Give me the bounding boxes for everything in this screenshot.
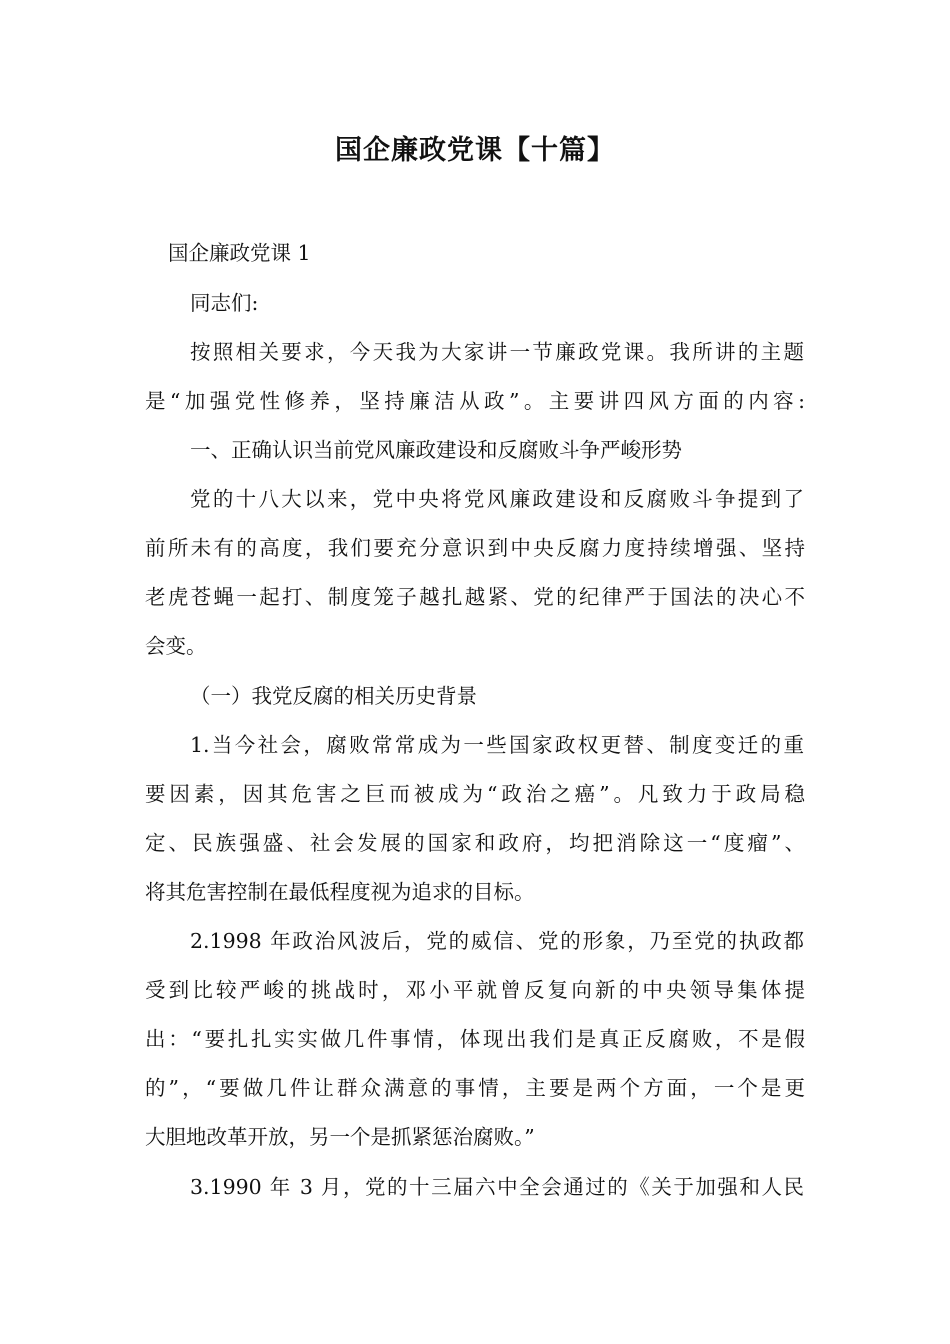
paragraph-line: 3.1990 年 3 月，党的十三届六中全会通过的《关于加强和人民: [190, 1175, 804, 1199]
paragraph-line: 前所未有的高度，我们要充分意识到中央反腐力度持续增强、坚持: [145, 536, 805, 560]
paragraph-line: 要因素，因其危害之巨而被成为“政治之癌”。凡致力于政局稳: [145, 782, 805, 806]
paragraph-line: 1.当今社会，腐败常常成为一些国家政权更替、制度变迁的重: [190, 733, 804, 757]
paragraph-line: 会变。: [145, 634, 207, 658]
section-heading: 国企廉政党课 1: [168, 241, 311, 265]
paragraph-line: 大胆地改革开放，另一个是抓紧惩治腐败。”: [145, 1125, 535, 1149]
paragraph-line: 的”，“要做几件让群众满意的事情，主要是两个方面，一个是更: [145, 1076, 805, 1100]
paragraph-line: 定、民族强盛、社会发展的国家和政府，均把消除这一“度瘤”、: [145, 831, 805, 855]
document-title: 国企廉政党课【十篇】: [335, 135, 615, 166]
paragraph-line: 按照相关要求，今天我为大家讲一节廉政党课。我所讲的主题: [190, 340, 804, 364]
salutation: 同志们:: [190, 291, 259, 315]
paragraph-line: 党的十八大以来，党中央将党风廉政建设和反腐败斗争提到了: [190, 487, 804, 511]
paragraph-line: 出：“要扎扎实实做几件事情，体现出我们是真正反腐败，不是假: [145, 1027, 805, 1051]
paragraph-line: 将其危害控制在最低程度视为追求的目标。: [145, 880, 535, 904]
subheading: 一、正确认识当前党风廉政建设和反腐败斗争严峻形势: [190, 438, 682, 462]
subheading: （一）我党反腐的相关历史背景: [190, 684, 477, 708]
paragraph-line: 2.1998 年政治风波后，党的威信、党的形象，乃至党的执政都: [190, 929, 804, 953]
paragraph-line: 是“加强党性修养，坚持廉洁从政”。主要讲四风方面的内容:: [145, 389, 805, 413]
paragraph-line: 老虎苍蝇一起打、制度笼子越扎越紧、党的纪律严于国法的决心不: [145, 585, 805, 609]
paragraph-line: 受到比较严峻的挑战时，邓小平就曾反复向新的中央领导集体提: [145, 978, 805, 1002]
